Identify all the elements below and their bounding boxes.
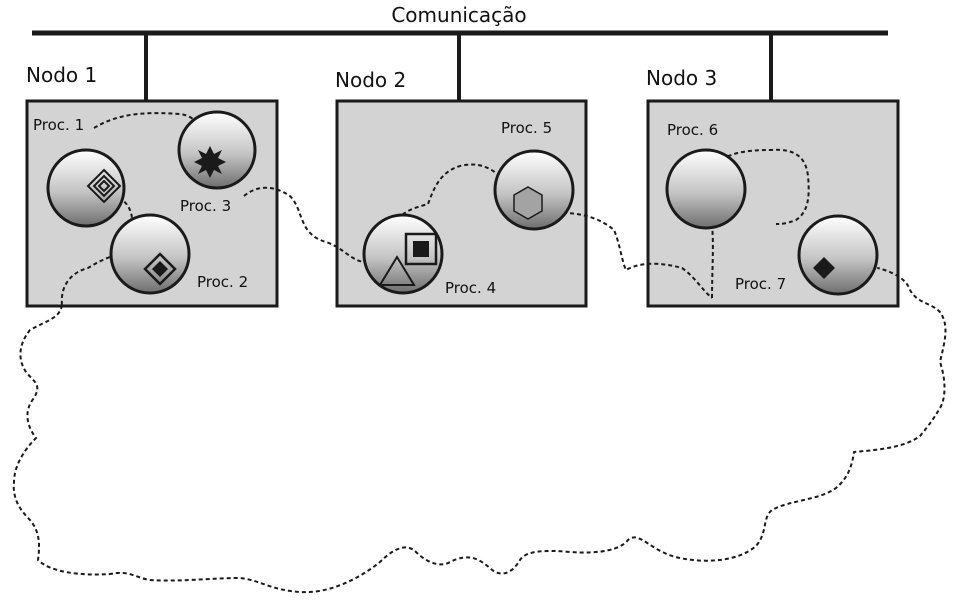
node-2-label: Nodo 2 bbox=[335, 68, 407, 92]
node-3-label: Nodo 3 bbox=[646, 66, 718, 90]
process-4-label: Proc. 4 bbox=[445, 279, 497, 297]
process-2-label: Proc. 2 bbox=[197, 273, 249, 291]
process-2-sphere bbox=[111, 215, 189, 293]
hexagon-icon bbox=[514, 187, 542, 219]
star-icon bbox=[194, 146, 226, 178]
process-6-label: Proc. 6 bbox=[667, 121, 719, 139]
process-5-label: Proc. 5 bbox=[501, 119, 553, 137]
process-3-label: Proc. 3 bbox=[180, 197, 232, 215]
node-1-label: Nodo 1 bbox=[26, 63, 98, 87]
process-7-sphere bbox=[799, 216, 877, 294]
communication-bus bbox=[32, 3, 888, 101]
dashed-cloud-outline bbox=[14, 268, 946, 592]
bus-label: Comunicação bbox=[391, 3, 527, 27]
process-6-sphere bbox=[667, 150, 745, 228]
process-1-label: Proc. 1 bbox=[33, 116, 85, 134]
process-3-sphere bbox=[179, 112, 255, 188]
process-4-sphere bbox=[364, 215, 442, 293]
process-7-label: Proc. 7 bbox=[735, 275, 787, 293]
